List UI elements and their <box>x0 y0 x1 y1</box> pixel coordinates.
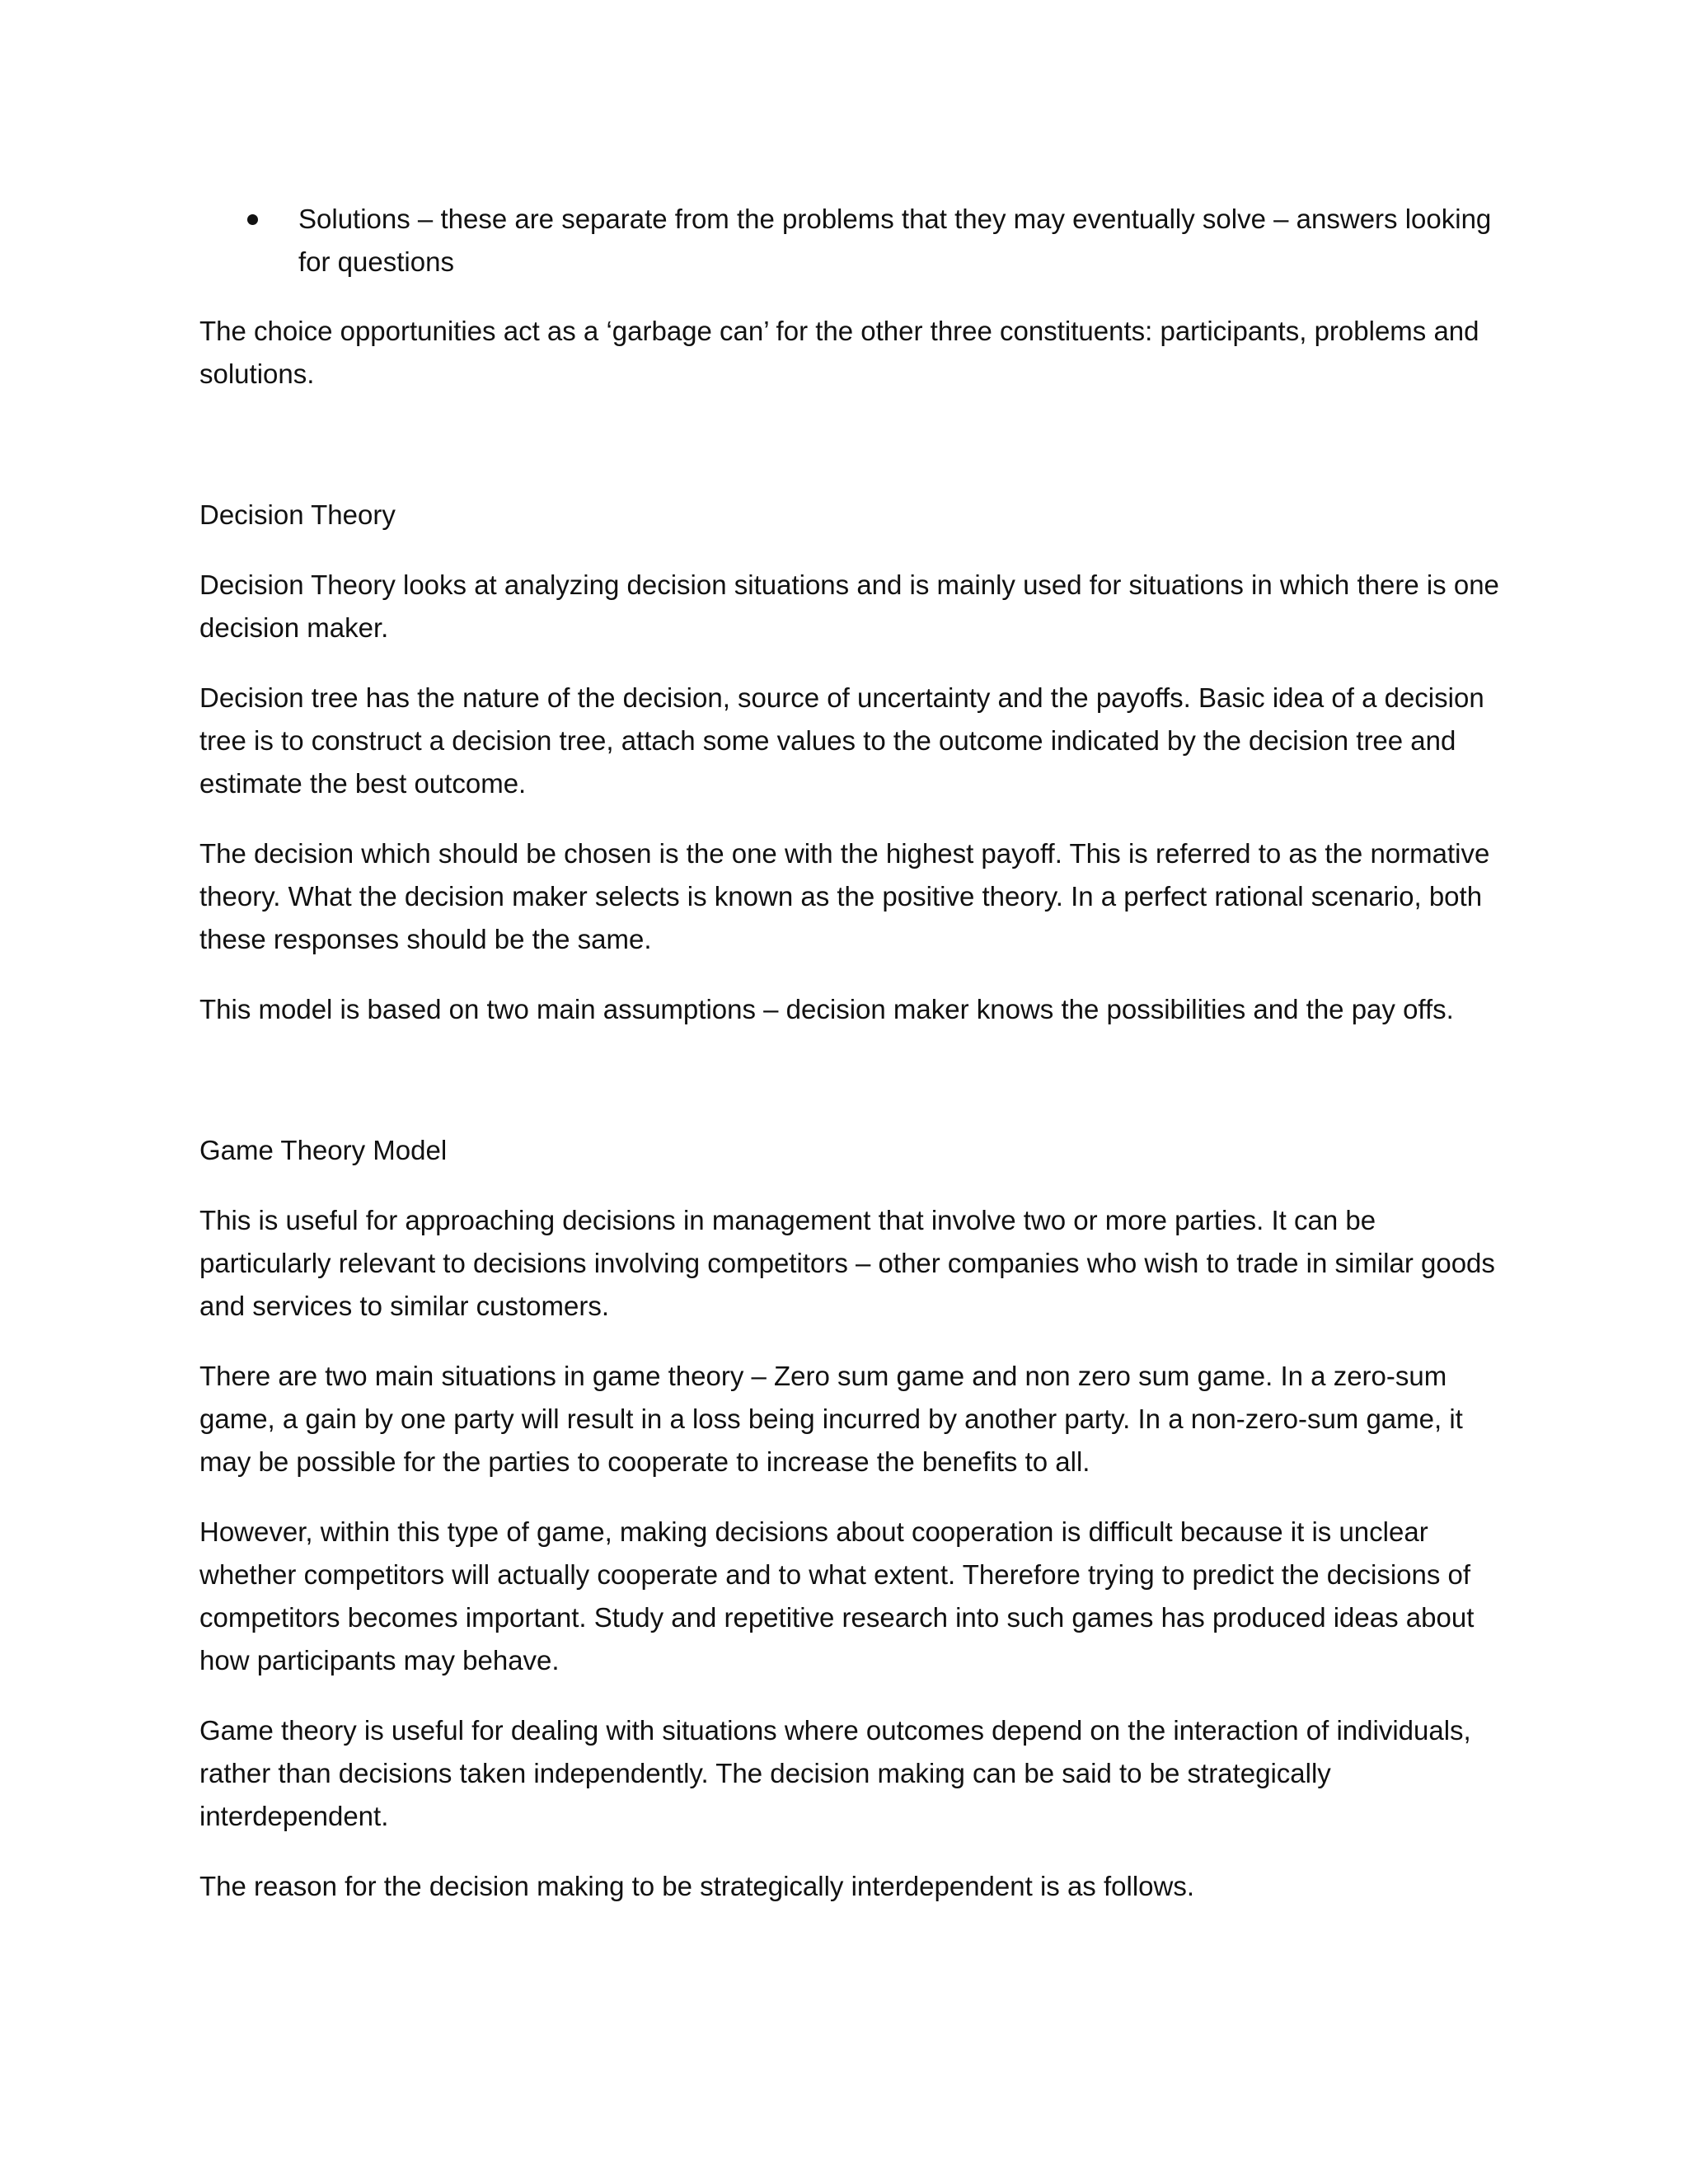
bullet-item-solutions <box>199 198 1502 284</box>
decision-theory-paragraph-2: Decision tree has the nature of the decision, source of uncertainty and the payoffs. Basic idea of a decision tree is to construct a decision tree, attach some values to the outcome indicated by the decision tree and estimate the best outcome. <box>199 682 1484 799</box>
game-theory-paragraph-1: This is useful for approaching decisions in management that involve two or more parties. It can be particularly relevant to decisions involving competitors – other companies who wish to trade in similar goods and services to similar customers. <box>199 1205 1495 1321</box>
game-theory-paragraph-5: The reason for the decision making to be strategically interdependent is as follows. <box>199 1871 1194 1901</box>
game-theory-paragraph-3: However, within this type of game, making decisions about cooperation is difficult because it is unclear whether competitors will actually cooperate and to what extent. Therefore trying to predict the decisions of competitors becomes important. Study and repetitive research into such games has produced ideas about how participants may behave. <box>199 1516 1475 1675</box>
decision-theory-heading: Decision Theory <box>199 499 396 530</box>
bullet-text: Solutions – these are separate from the problems that they may eventually solve – answers looking for questions <box>298 204 1492 277</box>
section-gap <box>199 1058 1502 1129</box>
document-page <box>199 198 1502 1935</box>
decision-theory-paragraph-3: The decision which should be chosen is the one with the highest payoff. This is referred to as the normative theory. What the decision maker selects is known as the positive theory. In a perfect rational scenario, both these responses should be the same. <box>199 838 1490 954</box>
game-theory-paragraph-4: Game theory is useful for dealing with situations where outcomes depend on the interaction of individuals, rather than decisions taken independently. The decision making can be said to be strategically interdependent. <box>199 1715 1471 1831</box>
decision-theory-paragraph-1: Decision Theory looks at analyzing decision situations and is mainly used for situations in which there is one decision maker. <box>199 569 1499 643</box>
garbage-can-paragraph: The choice opportunities act as a ‘garbage can’ for the other three constituents: participants, problems and solutions. <box>199 316 1479 389</box>
bullet-dot-icon <box>247 214 258 225</box>
decision-theory-paragraph-4: This model is based on two main assumptions – decision maker knows the possibilities and the pay offs. <box>199 994 1454 1024</box>
game-theory-paragraph-2: There are two main situations in game theory – Zero sum game and non zero sum game. In a zero-sum game, a gain by one party will result in a loss being incurred by another party. In a non-zero-sum game, it may be possible for the parties to cooperate to increase the benefits to all. <box>199 1361 1463 1477</box>
game-theory-heading: Game Theory Model <box>199 1135 448 1165</box>
section-gap <box>199 423 1502 494</box>
